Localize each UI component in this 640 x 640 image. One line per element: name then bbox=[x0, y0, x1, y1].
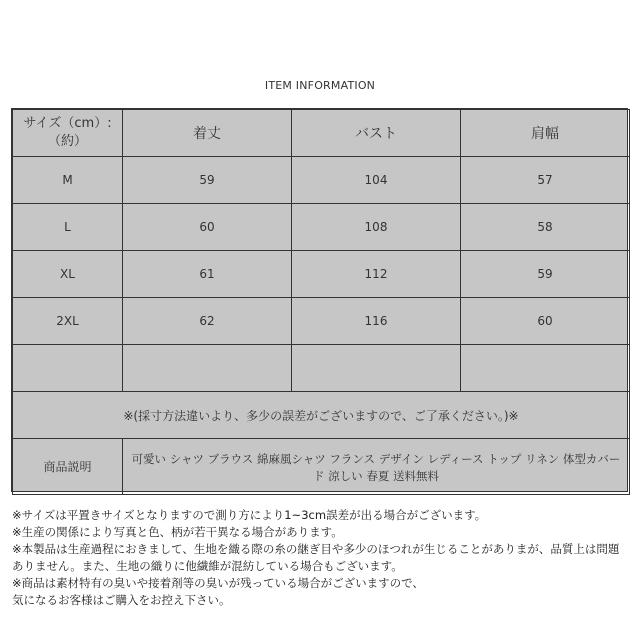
shoulder-cell: 57 bbox=[461, 157, 630, 204]
size-caption-line1: サイズ（cm）: bbox=[23, 116, 112, 131]
footnote: ※商品は素材特有の臭いや接着剤等の臭いが残っている場合がございますので、 bbox=[12, 576, 424, 590]
size-table bbox=[11, 108, 628, 492]
size-column-header bbox=[13, 110, 123, 157]
footnote: ※サイズは平置きサイズとなりますので測り方により1~3cm誤差が出る場合がございます。 bbox=[12, 508, 487, 522]
measurement-note-row bbox=[13, 392, 630, 439]
size-cell: L bbox=[13, 204, 123, 251]
description-row bbox=[13, 439, 630, 495]
footnotes bbox=[12, 507, 628, 609]
table-row bbox=[13, 157, 630, 204]
footnote: ※生産の関係により写真と色、柄が若干異なる場合があります。 bbox=[12, 525, 343, 539]
empty-cell bbox=[461, 345, 630, 392]
empty-cell bbox=[13, 345, 123, 392]
table-row bbox=[13, 251, 630, 298]
column-header-shoulder: 肩幅 bbox=[461, 110, 630, 157]
size-caption-line2: （約） bbox=[47, 134, 87, 149]
shoulder-cell: 60 bbox=[461, 298, 630, 345]
footnote: ※本製品は生産過程におきまして、生地を織る際の糸の継ぎ目や多少のほつれが生じることがありまが、品質上は問題ありません。また、生地の織りに他繊維が混紡している場合もございます。 bbox=[12, 542, 620, 573]
column-header-length: 着丈 bbox=[123, 110, 292, 157]
column-header-bust: バスト bbox=[292, 110, 461, 157]
shoulder-cell: 58 bbox=[461, 204, 630, 251]
length-cell: 62 bbox=[123, 298, 292, 345]
description-text: 可愛い シャツ ブラウス 綿麻風シャツ フランス デザイン レディース トップ リネン 体型カバード 涼しい 春夏 送料無料 bbox=[123, 439, 630, 495]
page-title: ITEM INFORMATION bbox=[264, 79, 376, 92]
size-cell: 2XL bbox=[13, 298, 123, 345]
empty-cell bbox=[292, 345, 461, 392]
bust-cell: 104 bbox=[292, 157, 461, 204]
measurement-note: ※(採寸方法違いより、多少の誤差がございますので、ご了承ください。)※ bbox=[13, 392, 630, 439]
table-row bbox=[13, 298, 630, 345]
size-chart bbox=[12, 109, 630, 495]
description-label: 商品説明 bbox=[13, 439, 123, 495]
bust-cell: 116 bbox=[292, 298, 461, 345]
empty-cell bbox=[123, 345, 292, 392]
footnote: 気になるお客様はご購入をお控え下さい。 bbox=[12, 593, 231, 607]
length-cell: 59 bbox=[123, 157, 292, 204]
table-row-empty bbox=[13, 345, 630, 392]
length-cell: 61 bbox=[123, 251, 292, 298]
bust-cell: 108 bbox=[292, 204, 461, 251]
shoulder-cell: 59 bbox=[461, 251, 630, 298]
length-cell: 60 bbox=[123, 204, 292, 251]
size-cell: XL bbox=[13, 251, 123, 298]
table-row bbox=[13, 204, 630, 251]
table-header-row bbox=[13, 110, 630, 157]
size-cell: M bbox=[13, 157, 123, 204]
bust-cell: 112 bbox=[292, 251, 461, 298]
